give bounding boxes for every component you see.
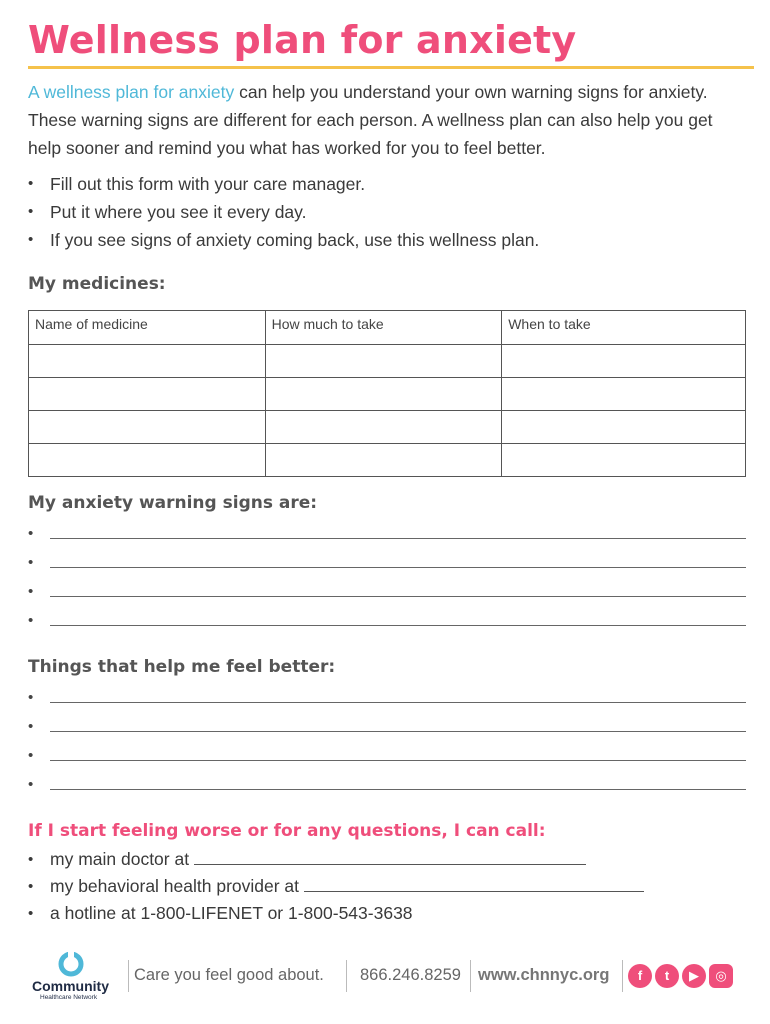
- footer-divider: [622, 960, 623, 992]
- list-item: [28, 771, 750, 800]
- feel-better-list: [28, 684, 750, 800]
- page-title: Wellness plan for anxiety: [28, 18, 577, 62]
- contacts-list: [28, 846, 644, 927]
- write-in-line[interactable]: [50, 520, 746, 539]
- list-item: [28, 607, 750, 636]
- footer-phone[interactable]: 866.246.8259: [360, 966, 461, 984]
- footer-tagline: Care you feel good about.: [134, 966, 324, 984]
- feel-better-heading: Things that help me feel better:: [28, 657, 336, 677]
- footer-divider: [346, 960, 347, 992]
- youtube-icon[interactable]: ▶: [682, 964, 706, 988]
- org-subtitle: Healthcare Network: [40, 994, 98, 1001]
- write-in-line[interactable]: [50, 713, 746, 732]
- list-item: [28, 578, 750, 607]
- footer: [28, 952, 750, 1002]
- instagram-icon[interactable]: ◎: [709, 964, 733, 988]
- list-item: • Put it where you see it every day.: [28, 198, 539, 226]
- write-in-line[interactable]: [50, 771, 746, 790]
- dose-cell[interactable]: [265, 444, 502, 477]
- intro-paragraph: [28, 78, 748, 162]
- list-item: [28, 549, 750, 578]
- logo-mark-icon: [58, 952, 84, 978]
- column-header: When to take: [502, 311, 746, 345]
- medicine-name-cell[interactable]: [29, 345, 266, 378]
- provider-label: my behavioral health provider at: [50, 876, 300, 896]
- provider-phone-blank[interactable]: [304, 873, 644, 892]
- medicines-heading: My medicines:: [28, 274, 166, 294]
- intro-highlight: A wellness plan for anxiety: [28, 82, 235, 102]
- org-name: Community: [32, 978, 109, 994]
- write-in-line[interactable]: [50, 607, 746, 626]
- timing-cell[interactable]: [502, 411, 746, 444]
- title-divider: [28, 66, 754, 69]
- timing-cell[interactable]: [502, 378, 746, 411]
- footer-divider: [470, 960, 471, 992]
- warning-signs-heading: My anxiety warning signs are:: [28, 493, 318, 513]
- write-in-line[interactable]: [50, 742, 746, 761]
- medicine-name-cell[interactable]: [29, 378, 266, 411]
- list-item: [28, 520, 750, 549]
- medicines-table: [28, 310, 746, 477]
- org-logo: [32, 952, 118, 1000]
- column-header: Name of medicine: [29, 311, 266, 345]
- list-item: [28, 713, 750, 742]
- write-in-line[interactable]: [50, 549, 746, 568]
- contacts-heading: If I start feeling worse or for any questions, I can call:: [28, 821, 546, 841]
- table-row: [29, 444, 746, 477]
- table-header-row: [29, 311, 746, 345]
- list-item: [28, 846, 644, 873]
- list-item: • a hotline at 1-800-LIFENET or 1-800-543-3638: [28, 900, 644, 927]
- medicine-name-cell[interactable]: [29, 444, 266, 477]
- footer-divider: [128, 960, 129, 992]
- write-in-line[interactable]: [50, 684, 746, 703]
- list-item: • Fill out this form with your care manager.: [28, 170, 539, 198]
- instruction-list: [28, 170, 539, 254]
- twitter-icon[interactable]: t: [655, 964, 679, 988]
- medicine-name-cell[interactable]: [29, 411, 266, 444]
- write-in-line[interactable]: [50, 578, 746, 597]
- warning-signs-list: [28, 520, 750, 636]
- facebook-icon[interactable]: f: [628, 964, 652, 988]
- list-item: [28, 873, 644, 900]
- dose-cell[interactable]: [265, 411, 502, 444]
- footer-website[interactable]: www.chnnyc.org: [478, 966, 610, 984]
- list-item: [28, 742, 750, 771]
- dose-cell[interactable]: [265, 345, 502, 378]
- doctor-phone-blank[interactable]: [194, 846, 586, 865]
- doctor-label: my main doctor at: [50, 849, 190, 869]
- table-row: [29, 411, 746, 444]
- list-item: • If you see signs of anxiety coming back, use this wellness plan.: [28, 226, 539, 254]
- table-row: [29, 345, 746, 378]
- dose-cell[interactable]: [265, 378, 502, 411]
- table-row: [29, 378, 746, 411]
- timing-cell[interactable]: [502, 444, 746, 477]
- timing-cell[interactable]: [502, 345, 746, 378]
- list-item: [28, 684, 750, 713]
- column-header: How much to take: [265, 311, 502, 345]
- intro-text: can help you understand your own warning signs for anxiety. These warning signs are different for each person. A wellness plan can also help you get help sooner and remind you what has worked for you to feel better.: [28, 82, 713, 158]
